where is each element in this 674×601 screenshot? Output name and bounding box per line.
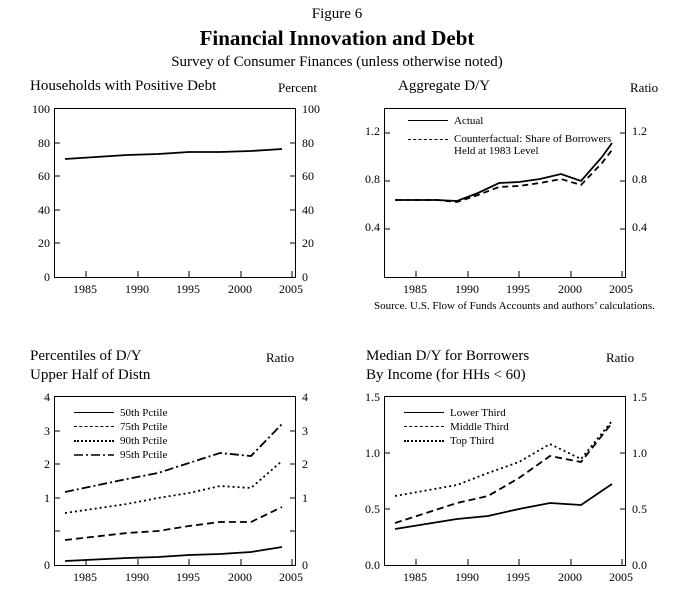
panel-unit-households: Percent (278, 80, 317, 95)
x-tick-percentiles-2000: 2000 (228, 570, 252, 584)
legend-key-dashdot-icon (74, 450, 114, 460)
legend-key-solid-icon (404, 408, 444, 418)
legend-median (404, 406, 509, 448)
legend-item-actual (408, 114, 628, 128)
y-tick-percentiles-2: 2 (44, 457, 50, 471)
x-tick-aggregate-1990: 1990 (455, 282, 479, 296)
legend-item-p90 (74, 434, 167, 448)
x-tick-households-2000: 2000 (228, 282, 252, 296)
y2-tick-percentiles-2: 2 (302, 457, 308, 471)
legend-label-p90: 90th Pctile (120, 435, 168, 447)
x-tick-percentiles-1985: 1985 (73, 570, 97, 584)
legend-key-dashed-icon (404, 422, 444, 432)
x-tick-households-1990: 1990 (125, 282, 149, 296)
legend-label-counterfactual: Counterfactual: Share of Borrowers Held at 1983 Level (454, 133, 612, 157)
legend-aggregate (408, 114, 628, 157)
legend-item-lower-third (404, 406, 509, 420)
legend-label-lower-third: Lower Third (450, 407, 506, 419)
x-tick-median-2000: 2000 (558, 570, 582, 584)
legend-item-p50 (74, 406, 167, 420)
y2-tick-aggregate-04: 0.4 (632, 220, 647, 234)
panel-unit-aggregate: Ratio (630, 80, 659, 95)
x-tick-households-1985: 1985 (73, 282, 97, 296)
panel-aggregate-dy (350, 78, 670, 338)
legend-key-solid-icon (74, 408, 114, 418)
panel-households-positive-debt (16, 78, 334, 318)
x-tick-aggregate-1995: 1995 (506, 282, 530, 296)
panel-unit-median: Ratio (606, 350, 635, 365)
y-tick-households-0: 0 (44, 270, 50, 284)
x-tick-median-1985: 1985 (403, 570, 427, 584)
y-tick-percentiles-1: 1 (44, 491, 50, 505)
panel-title-households: Households with Positive Debt (30, 78, 217, 94)
y2-tick-households-100: 100 (302, 102, 320, 116)
y2-tick-percentiles-1: 1 (302, 491, 308, 505)
x-tick-median-1995: 1995 (506, 570, 530, 584)
legend-key-dashed-icon (74, 422, 114, 432)
legend-item-middle-third (404, 420, 509, 434)
legend-key-dotted-icon (404, 436, 444, 446)
y-tick-aggregate-04: 0.4 (365, 220, 380, 234)
y2-tick-aggregate-08: 0.8 (632, 172, 647, 186)
y-tick-median-10: 1.0 (365, 446, 380, 460)
plot-area-households (54, 108, 296, 278)
y2-tick-households-40: 40 (302, 203, 314, 217)
y-tick-households-60: 60 (38, 169, 50, 183)
y-tick-households-40: 40 (38, 203, 50, 217)
x-tick-percentiles-1995: 1995 (176, 570, 200, 584)
x-tick-median-1990: 1990 (455, 570, 479, 584)
panel-title-median-1: Median D/Y for Borrowers (366, 348, 530, 364)
series-canvas-households (55, 109, 295, 277)
panel-title-median-2: By Income (for HHs < 60) (366, 367, 526, 383)
y-tick-aggregate-12: 1.2 (365, 124, 380, 138)
y-tick-median-05: 0.5 (365, 502, 380, 516)
y-tick-percentiles-3: 3 (44, 424, 50, 438)
y2-tick-median-10: 1.0 (632, 446, 647, 460)
legend-item-p95 (74, 448, 167, 462)
y2-tick-households-60: 60 (302, 169, 314, 183)
y2-tick-percentiles-0: 0 (302, 558, 308, 572)
y2-tick-aggregate-12: 1.2 (632, 124, 647, 138)
panel-unit-percentiles: Ratio (266, 350, 295, 365)
y2-tick-households-20: 20 (302, 236, 314, 250)
x-tick-aggregate-2000: 2000 (558, 282, 582, 296)
panel-title-percentiles-2: Upper Half of Distn (30, 367, 151, 383)
y-tick-median-15: 1.5 (365, 390, 380, 404)
legend-label-top-third: Top Third (450, 435, 494, 447)
panel-median-dy-borrowers (350, 348, 670, 598)
legend-label-p75: 75th Pctile (120, 421, 168, 433)
panel-title-aggregate: Aggregate D/Y (398, 78, 491, 94)
source-note-aggregate: Source. U.S. Flow of Funds Accounts and authors’ calculations. (374, 300, 655, 312)
panel-title-percentiles-1: Percentiles of D/Y (30, 348, 142, 364)
x-tick-percentiles-2005: 2005 (279, 570, 303, 584)
y-tick-aggregate-08: 0.8 (365, 172, 380, 186)
y2-tick-percentiles-3: 3 (302, 424, 308, 438)
y-tick-percentiles-0: 0 (44, 558, 50, 572)
legend-key-solid-icon (408, 116, 448, 126)
legend-item-counterfactual (408, 133, 628, 157)
x-tick-households-1995: 1995 (176, 282, 200, 296)
y2-tick-median-05: 0.5 (632, 502, 647, 516)
legend-label-p50: 50th Pctile (120, 407, 168, 419)
legend-key-dotted-icon (74, 436, 114, 446)
y2-tick-households-80: 80 (302, 136, 314, 150)
x-tick-percentiles-1990: 1990 (125, 570, 149, 584)
y-tick-households-20: 20 (38, 236, 50, 250)
legend-label-middle-third: Middle Third (450, 421, 509, 433)
legend-percentiles (74, 406, 167, 462)
legend-key-dashed-icon (408, 135, 448, 145)
y-tick-households-80: 80 (38, 136, 50, 150)
panel-percentiles-dy (16, 348, 334, 598)
page-title: Financial Innovation and Debt (199, 26, 475, 50)
figure-label: Figure 6 (311, 6, 363, 22)
legend-item-top-third (404, 434, 509, 448)
y2-tick-households-0: 0 (302, 270, 308, 284)
x-tick-median-2005: 2005 (609, 570, 633, 584)
x-tick-aggregate-2005: 2005 (609, 282, 633, 296)
legend-item-p75 (74, 420, 167, 434)
y-tick-median-00: 0.0 (365, 558, 380, 572)
y2-tick-median-15: 1.5 (632, 390, 647, 404)
legend-label-actual: Actual (454, 115, 484, 127)
figure-subtitle: Survey of Consumer Finances (unless otherwise noted) (171, 54, 503, 70)
y2-tick-median-00: 0.0 (632, 558, 647, 572)
y-tick-percentiles-4: 4 (44, 390, 50, 404)
legend-label-p95: 95th Pctile (120, 449, 168, 461)
x-tick-households-2005: 2005 (279, 282, 303, 296)
y2-tick-percentiles-4: 4 (302, 390, 308, 404)
x-tick-aggregate-1985: 1985 (403, 282, 427, 296)
y-tick-households-100: 100 (32, 102, 50, 116)
